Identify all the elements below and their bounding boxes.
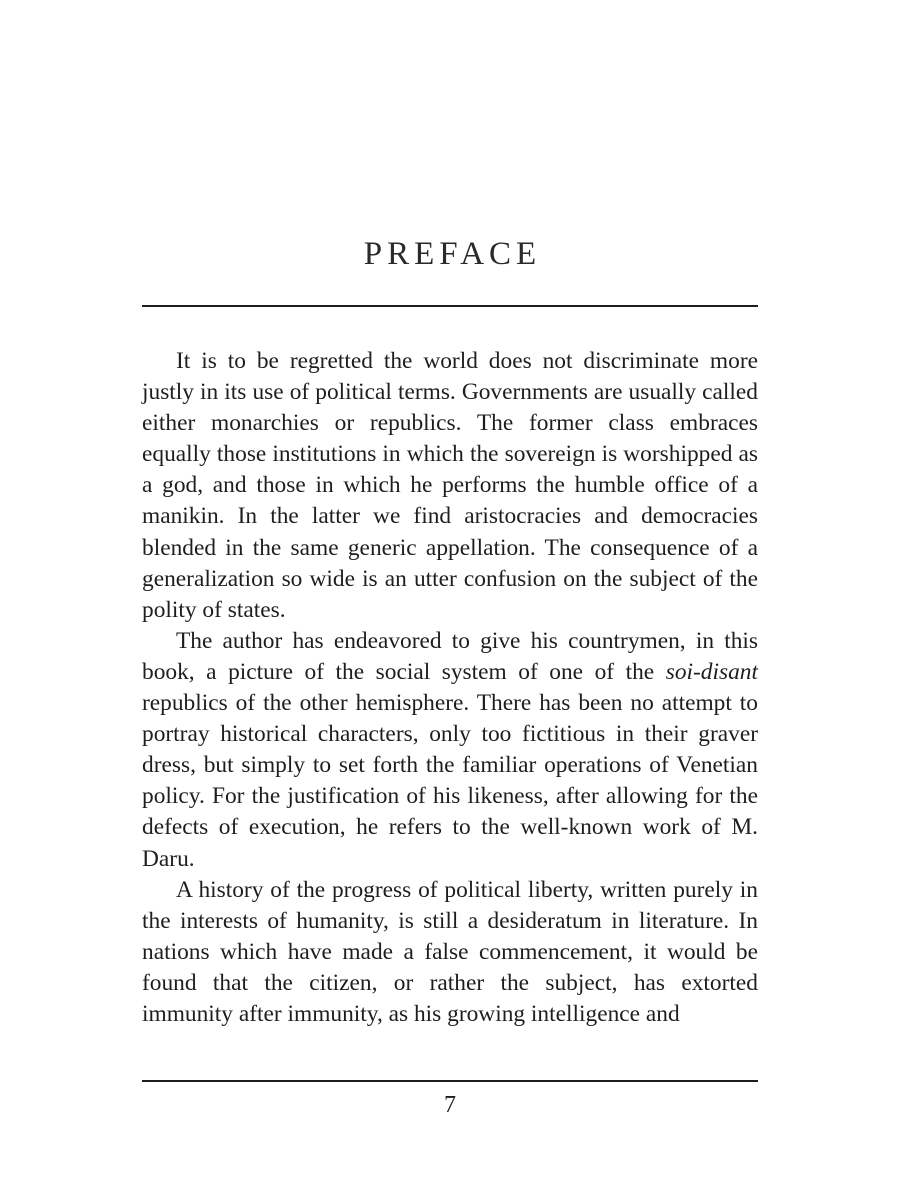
body-text bbox=[142, 346, 758, 1030]
paragraph-2-start: The author has endeavored to give his countrymen, in this book, a picture of the social system of one of the bbox=[142, 627, 758, 685]
page-number: 7 bbox=[444, 1092, 456, 1118]
header-rule bbox=[142, 305, 758, 307]
paragraph-1: It is to be regretted the world does not discriminate more justly in its use of political terms. Governments are usually called either monarchies or republics. The former class embraces equally those institutions in which the sovereign is worshipped as a god, and those in which he performs the humble office of a manikin. In the latter we find aristocracies and democracies blended in the same generic appellation. The consequence of a generalization so wide is an utter confusion on the subject of the polity of states. bbox=[142, 348, 758, 623]
page-title: PREFACE bbox=[363, 236, 542, 272]
footer-rule bbox=[142, 1080, 758, 1082]
paragraph-3: A history of the progress of political liberty, written purely in the interests of humanity, is still a desideratum in literature. In nations which have made a false commencement, it would be found that the citizen, or rather the subject, has extorted immunity after immunity, as his growing intelligence and bbox=[142, 876, 758, 1027]
paragraph-2 bbox=[142, 626, 758, 875]
paragraph-2-end: republics of the other hemisphere. There has been no attempt to portray historical characters, only too fictitious in their graver dress, but simply to set forth the familiar operations of Venetian policy. For the justification of his likeness, after allowing for the defects of execution, he refers to the well-known work of M. Daru. bbox=[142, 690, 758, 872]
italic-phrase: soi-disant bbox=[665, 658, 758, 685]
